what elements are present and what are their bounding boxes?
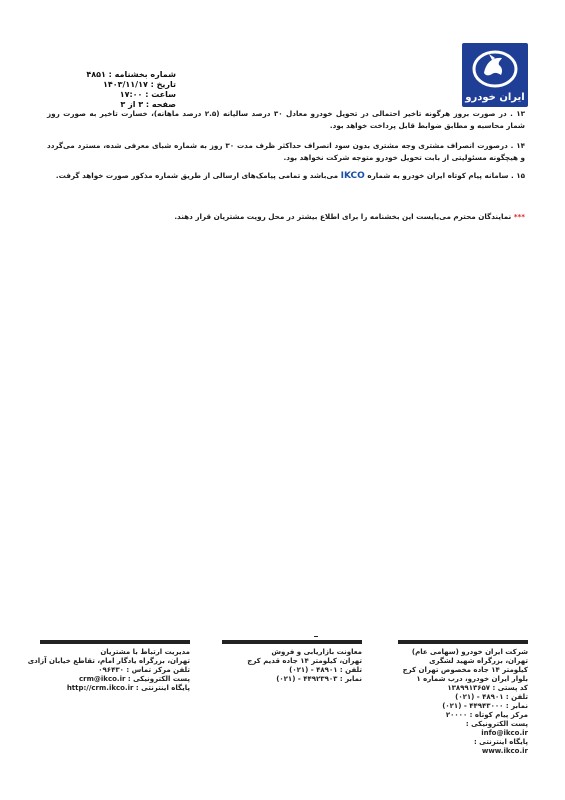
clause-14: ۱۴ . درصورت انصراف مشتری وجه مشتری بدون سود انصراف حداکثر ظرف مدت ۳۰ روز به شماره شبای معرفی شده، مسترد می‌گردد و هیچگونه مسئولیتی از بابت تحویل خودرو متوجه شرکت نخواهد بود. <box>47 141 525 162</box>
footer-tick <box>314 636 318 637</box>
horse-emblem-icon <box>462 43 528 93</box>
note-stars: *** <box>513 212 525 221</box>
footer-bar-2 <box>222 640 362 644</box>
clause-15-text-b: می‌باشد و تمامی پیامک‌های ارسالی از طریق شماره مذکور صورت خواهد گرفت. <box>55 171 341 180</box>
footer-line: نمابر : ۴۴۹۲۳۹۰۳ - (۰۲۱) <box>276 675 362 683</box>
footer-line: تهران، کیلومتر ۱۴ جاده قدیم کرج <box>247 657 362 665</box>
footer-line: پایگاه اینترنتی : <box>473 738 528 746</box>
circular-date: تاریخ : ۱۴۰۳/۱۱/۱۷ <box>102 80 176 89</box>
footer-line: شرکت ایران خودرو (سهامی عام) <box>411 648 528 656</box>
footer-line: تلفن مرکز تماس : ۰۹۶۴۳۰ <box>98 666 190 674</box>
ikco-logo <box>462 43 528 107</box>
clause-15 <box>47 170 525 182</box>
dealer-note <box>47 211 525 223</box>
footer-line: کیلومتر ۱۴ جاده مخصوص تهران کرج <box>402 666 528 674</box>
footer-line: تلفن : ۴۸۹۰۱ - (۰۲۱) <box>455 693 528 701</box>
footer-line: بلوار ایران خودرو، درب شماره ۱ <box>416 675 528 683</box>
footer-line: کد پستی : ۱۳۸۹۹۱۳۶۵۷ <box>447 684 528 692</box>
footer-sales-address <box>222 648 362 684</box>
footer-line: مرکز پیام کوتاه : ۲۰۰۰۰ <box>445 711 528 719</box>
clause-13: ۱۳ . در صورت بروز هرگونه تاخیر احتمالی در تحویل خودرو معادل ۳۰ درصد سالیانه (۲.۵ درصد ماهانه)، خسارت تاخیر به صورت روز شمار محاسبه و مطابق ضوابط قابل پرداخت خواهد بود. <box>47 109 525 130</box>
circular-number: شماره بخشنامه : ۴۸۵۱ <box>86 70 176 79</box>
page-number: صفحه : ۳ از ۳ <box>120 100 176 109</box>
footer-line: نمابر : ۴۴۹۴۳۰۰۰ - (۰۲۱) <box>442 702 528 710</box>
footer-crm-address <box>27 648 190 693</box>
footer-bar-3 <box>40 640 190 644</box>
ikco-sms-number: IKCO <box>340 171 365 181</box>
footer-line: مدیریت ارتباط با مشتریان <box>100 648 190 656</box>
footer-website: www.ikco.ir <box>481 747 528 755</box>
footer-line: پست الکترونیکی : <box>465 720 528 728</box>
footer-line: تهران، بزرگراه شهید لشگری <box>429 657 528 665</box>
footer-email: info@ikco.ir <box>481 729 528 737</box>
footer-line: معاونت بازاریابی و فروش <box>271 648 362 656</box>
clause-15-text-a: ۱۵ . سامانه پیام کوتاه ایران خودرو به شماره <box>364 171 525 180</box>
footer-line: تلفن : ۴۸۹۰۱ - (۰۲۱) <box>289 666 362 674</box>
footer-email: پست الکترونیکی : crm@ikco.ir <box>79 675 190 683</box>
footer-company-address <box>398 648 528 756</box>
logo-text: ایران خودرو <box>465 92 525 103</box>
footer-line: تهران، بزرگراه یادگار امام، تقاطع خیابان آزادی <box>27 657 190 665</box>
circular-time: ساعت : ۱۷:۰۰ <box>119 90 176 99</box>
footer-bar-1 <box>398 640 528 644</box>
footer-website: پایگاه اینترنتی : http://crm.ikco.ir <box>66 684 190 692</box>
note-text: نمایندگان محترم می‌بایست این بخشنامه را برای اطلاع بیشتر در محل رویت مشتریان قرار دهند. <box>174 212 514 221</box>
circular-info <box>46 70 176 110</box>
